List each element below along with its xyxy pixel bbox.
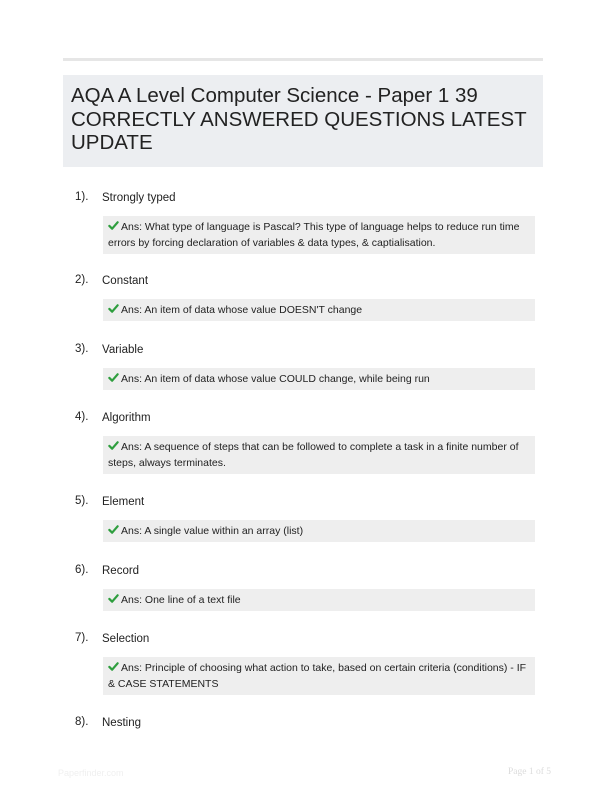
- check-icon: [108, 524, 119, 535]
- check-icon: [108, 661, 119, 672]
- question-term: Algorithm: [102, 412, 151, 424]
- answer-text: Ans: Principle of choosing what action to take, based on certain criteria (conditions) - IF & CASE STATEMENTS: [108, 662, 527, 690]
- footer-watermark: Paperfinder.com: [58, 768, 124, 778]
- question-term: Record: [102, 565, 140, 577]
- answer-box: [103, 299, 535, 321]
- answer-text: Ans: A sequence of steps that can be followed to complete a task in a finite number of steps, always terminates.: [108, 441, 519, 469]
- question-term: Strongly typed: [102, 192, 176, 204]
- question-number: 4).: [75, 411, 89, 423]
- answer-text: Ans: A single value within an array (list): [121, 525, 304, 537]
- page-number: Page 1 of 5: [508, 767, 552, 777]
- question-number: 7).: [75, 632, 89, 644]
- answer-box: [103, 368, 535, 390]
- title-box: [63, 75, 543, 167]
- question-number: 1).: [75, 191, 89, 203]
- question-term: Selection: [102, 633, 150, 645]
- page-title: AQA A Level Computer Science - Paper 1 39 CORRECTLY ANSWERED QUESTIONS LATEST UPDATE: [71, 84, 527, 154]
- answer-box: [103, 520, 535, 542]
- question-number: 2).: [75, 274, 89, 286]
- check-icon: [108, 593, 119, 604]
- question-term: Constant: [102, 275, 149, 287]
- check-icon: [108, 303, 119, 314]
- question-term: Element: [102, 496, 145, 508]
- question-number: 3).: [75, 343, 89, 355]
- answer-text: Ans: One line of a text file: [121, 594, 241, 606]
- question-term: Variable: [102, 344, 144, 356]
- answer-box: [103, 436, 535, 474]
- top-divider: [63, 58, 543, 61]
- check-icon: [108, 372, 119, 383]
- answer-box: [103, 657, 535, 695]
- check-icon: [108, 440, 119, 451]
- answer-text: Ans: An item of data whose value DOESN'T change: [121, 304, 363, 316]
- answer-box: [103, 589, 535, 611]
- question-number: 6).: [75, 564, 89, 576]
- answer-text: Ans: What type of language is Pascal? This type of language helps to reduce run time errors by forcing declaration of variables & data types, & captialisation.: [108, 221, 520, 249]
- check-icon: [108, 220, 119, 231]
- answer-text: Ans: An item of data whose value COULD change, while being run: [121, 373, 430, 385]
- question-number: 8).: [75, 716, 89, 728]
- answer-box: [103, 216, 535, 254]
- question-number: 5).: [75, 495, 89, 507]
- question-term: Nesting: [102, 717, 141, 729]
